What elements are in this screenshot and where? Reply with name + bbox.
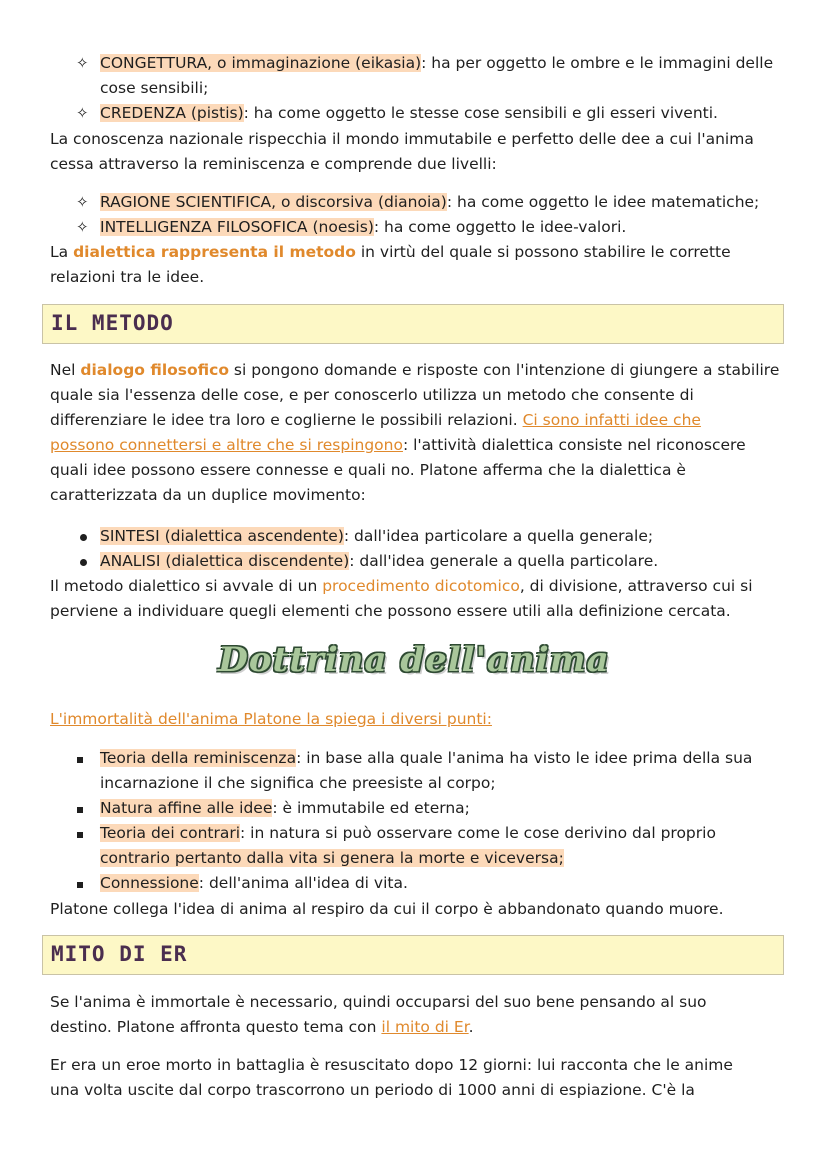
- bullet-reminiscenza-cont: incarnazione il che significa che preesiste al corpo;: [100, 774, 496, 792]
- bullet-intelligenza: INTELLIGENZA FILOSOFICA (noesis): ha come oggetto le idee-valori.: [100, 218, 627, 236]
- metodo-line-5: quali idee possono essere connesse e quali no. Platone afferma che la dialettica è: [50, 461, 686, 479]
- metodo-dicotomico-l2: perviene a individuare quegli elementi che possono essere utili alla definizione cercata.: [50, 602, 731, 620]
- square-bullet-icon: [77, 796, 83, 821]
- paragraph-dialettica-l1: La dialettica rappresenta il metodo in virtù del quale si possono stabilire le corrette: [50, 243, 731, 261]
- metodo-dicotomico-l1: Il metodo dialettico si avvale di un procedimento dicotomico, di divisione, attraverso cui si: [50, 577, 753, 595]
- bullet-reminiscenza: Teoria della reminiscenza: in base alla quale l'anima ha visto le idee prima della sua: [100, 749, 753, 767]
- paragraph-dialettica-l2: relazioni tra le idee.: [50, 268, 205, 286]
- star-bullet-icon: ✧: [76, 193, 89, 211]
- mito-line-3: Er era un eroe morto in battaglia è resuscitato dopo 12 giorni: lui racconta che le anime: [50, 1056, 733, 1074]
- bullet-connessione: Connessione: dell'anima all'idea di vita.: [100, 874, 408, 892]
- metodo-line-3: differenziare le idee tra loro e coglierne le possibili relazioni. Ci sono infatti idee che: [50, 411, 701, 429]
- metodo-line-2: quale sia l'essenza delle cose, e per conoscerlo utilizza un metodo che consente di: [50, 386, 694, 404]
- mito-line-1: Se l'anima è immortale è necessario, quindi occuparsi del suo bene pensando al suo: [50, 993, 707, 1011]
- dottrina-intro: L'immortalità dell'anima Platone la spiega i diversi punti:: [50, 710, 492, 728]
- bullet-congettura-cont: cose sensibili;: [100, 79, 209, 97]
- mito-line-4: una volta uscite dal corpo trascorrono un periodo di 1000 anni di espiazione. C'è la: [50, 1081, 695, 1099]
- metodo-line-1: Nel dialogo filosofico si pongono domande e risposte con l'intenzione di giungere a stabilire: [50, 361, 780, 379]
- star-bullet-icon: ✧: [76, 104, 89, 122]
- star-bullet-icon: ✧: [76, 218, 89, 236]
- metodo-line-4: possono connettersi e altre che si respingono: l'attività dialettica consiste nel riconoscere: [50, 436, 746, 454]
- bullet-contrari: Teoria dei contrari: in natura si può osservare come le cose derivino dal proprio: [100, 824, 716, 842]
- bullet-analisi: ANALISI (dialettica discendente): dall'idea generale a quella particolare.: [100, 552, 659, 570]
- circle-bullet-icon: [80, 549, 87, 574]
- bullet-natura: Natura affine alle idee: è immutabile ed eterna;: [100, 799, 470, 817]
- bullet-contrari-cont: contrario pertanto dalla vita si genera la morte e viceversa;: [100, 849, 564, 867]
- circle-bullet-icon: [80, 524, 87, 549]
- paragraph-conoscenza-l1: La conoscenza nazionale rispecchia il mondo immutabile e perfetto delle dee a cui l'anima: [50, 130, 754, 148]
- square-bullet-icon: [77, 821, 83, 846]
- square-bullet-icon: [77, 871, 83, 896]
- section-header-mito: MITO DI ER: [42, 935, 784, 975]
- section-header-metodo: IL METODO: [42, 304, 784, 344]
- bullet-sintesi: SINTESI (dialettica ascendente): dall'idea particolare a quella generale;: [100, 527, 654, 545]
- bullet-ragione: RAGIONE SCIENTIFICA, o discorsiva (dianoia): ha come oggetto le idee matematiche;: [100, 193, 760, 211]
- bullet-credenza: CREDENZA (pistis): ha come oggetto le stesse cose sensibili e gli esseri viventi.: [100, 104, 718, 122]
- paragraph-conoscenza-l2: cessa attraverso la reminiscenza e comprende due livelli:: [50, 155, 497, 173]
- bullet-congettura: CONGETTURA, o immaginazione (eikasia): ha per oggetto le ombre e le immagini delle: [100, 54, 774, 72]
- star-bullet-icon: ✧: [76, 54, 89, 72]
- decorative-title-dottrina: Dottrina dell'anima: [218, 640, 610, 680]
- mito-line-2: destino. Platone affronta questo tema con il mito di Er.: [50, 1018, 474, 1036]
- dottrina-respiro: Platone collega l'idea di anima al respiro da cui il corpo è abbandonato quando muore.: [50, 900, 724, 918]
- square-bullet-icon: [77, 746, 83, 771]
- metodo-line-6: caratterizzata da un duplice movimento:: [50, 486, 366, 504]
